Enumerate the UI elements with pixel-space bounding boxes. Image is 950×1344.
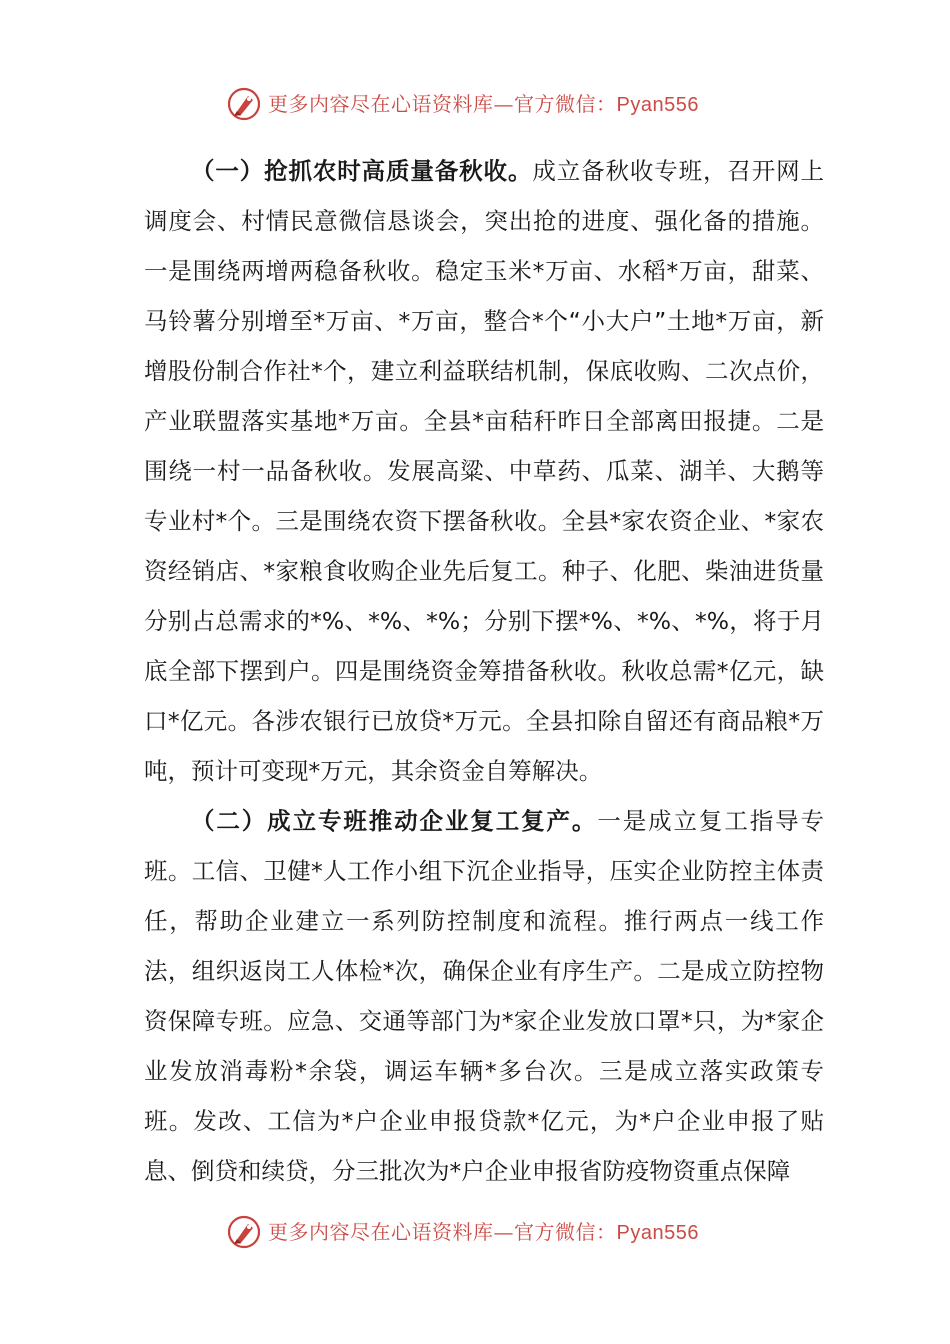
paragraph-1-heading: （一）抢抓农时高质量备秋收。 <box>191 157 533 185</box>
header-wechat-id: Pyan556 <box>616 94 699 116</box>
document-body <box>144 146 824 1196</box>
paragraph-2-heading: （二）成立专班推动企业复工复产。 <box>191 807 598 835</box>
paragraph-2 <box>144 796 824 1196</box>
pen-nib-circle-icon <box>226 86 262 122</box>
paragraph-1-text: 成立备秋收专班，召开网上调度会、村情民意微信恳谈会，突出抢的进度、强化备的措施。一是围绕两增两稳备秋收。稳定玉米*万亩、水稻*万亩，甜菜、马铃薯分别增至*万亩、*万亩，整合*个“小大户”土地*万亩，新增股份制合作社*个，建立利益联结机制，保底收购、二次点价，产业联盟落实基地*万亩。全县*亩秸秆昨日全部离田报捷。二是围绕一村一品备秋收。发展高粱、中草药、瓜菜、湖羊、大鹅等专业村*个。三是围绕农资下摆备秋收。全县*家农资企业、*家农资经销店、*家粮食收购企业先后复工。种子、化肥、柴油进货量分别占总需求的*%、*%、*%；分别下摆*%、*%、*%，将于月底全部下摆到户。四是围绕资金筹措备秋收。秋收总需*亿元，缺口*亿元。各涉农银行已放贷*万元。全县扣除自留还有商品粮*万吨，预计可变现*万元，其余资金自筹解决。 <box>144 157 825 785</box>
footer-wechat-id: Pyan556 <box>616 1222 699 1244</box>
paragraph-1 <box>144 146 824 796</box>
header-watermark <box>0 84 950 124</box>
header-label: 更多内容尽在心语资料库—官方微信： <box>268 92 617 116</box>
paragraph-2-text: 一是成立复工指导专班。工信、卫健*人工作小组下沉企业指导，压实企业防控主体责任，帮助企业建立一系列防控制度和流程。推行两点一线工作法，组织返岗工人体检*次，确保企业有序生产。二是成立防控物资保障专班。应急、交通等部门为*家企业发放口罩*只，为*家企业发放消毒粉*余袋，调运车辆*多台次。三是成立落实政策专班。发改、工信为*户企业申报贷款*亿元，为*户企业申报了贴息、倒贷和续贷，分三批次为*户企业申报省防疫物资重点保障 <box>144 807 825 1185</box>
header-text <box>268 88 699 120</box>
pen-nib-circle-icon <box>226 1214 262 1250</box>
footer-label: 更多内容尽在心语资料库—官方微信： <box>268 1220 617 1244</box>
footer-text <box>268 1216 699 1248</box>
footer-watermark <box>0 1212 950 1252</box>
